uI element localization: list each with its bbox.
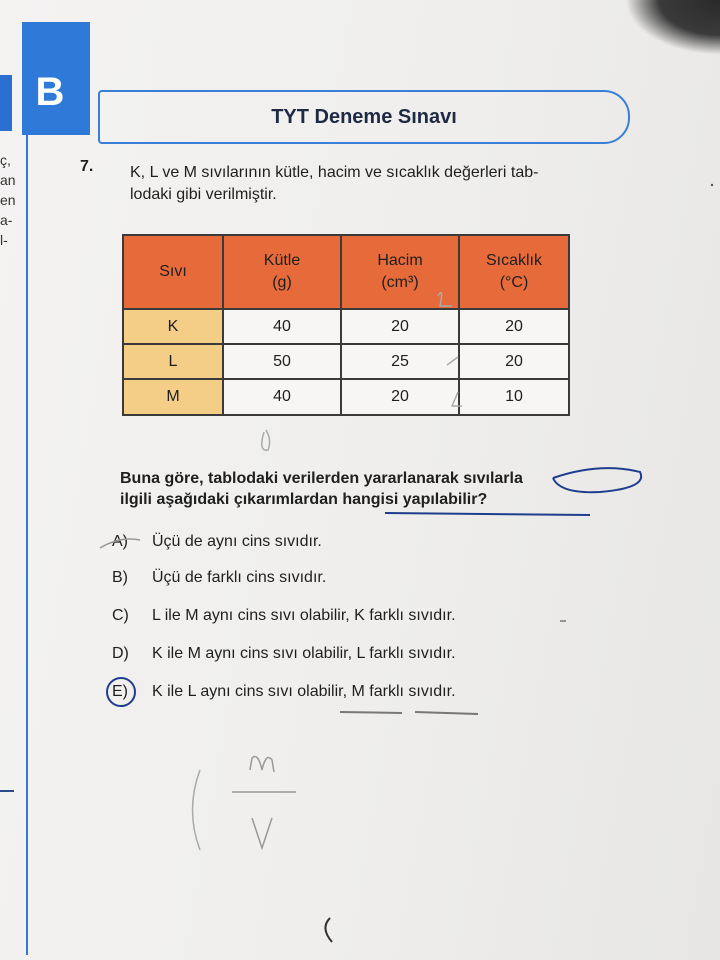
exam-title: TYT Deneme Sınavı [271,106,457,128]
option-letter: C) [112,607,129,624]
edge-fragment: en [0,192,16,208]
pencil-stroke [262,430,270,450]
table-cell: 40 [223,379,341,415]
pencil-stroke [438,293,452,306]
prompt-underline [385,513,590,515]
pencil-stroke [193,770,201,850]
pencil-stroke [100,539,140,548]
table-cell: 20 [341,379,459,415]
option-letter: D) [112,645,129,662]
pencil-underline [415,712,478,714]
table-cell: 50 [223,344,341,379]
pencil-stroke [447,357,458,365]
header-label: Hacim [377,252,423,269]
edge-fragment: an [0,172,16,188]
table-cell: 40 [223,309,341,344]
question-stem-line: lodaki gibi verilmiştir. [130,186,277,203]
table-cell: 20 [459,309,569,344]
pencil-stroke [452,392,462,406]
prompt-line: Buna göre, tablodaki verilerden yararlanarak sıvılarla [120,470,523,487]
option-text: Üçü de aynı cins sıvıdır. [152,533,322,550]
edge-fragment: l- [0,232,8,248]
table-cell: L [123,344,223,379]
question-number: 7. [80,158,94,175]
header-label: Kütle [263,252,301,269]
pencil-underline [340,712,402,713]
table-cell: 10 [459,379,569,415]
answer-circle [107,678,135,706]
table-cell: K [123,309,223,344]
option-letter: E) [112,683,128,700]
table-cell: 20 [341,309,459,344]
option-letter: A) [112,533,128,550]
table-cell: M [123,379,223,415]
stray-mark [325,918,332,942]
option-text: K ile L aynı cins sıvı olabilir, M farklı sıvıdır. [152,683,456,700]
edge-fragment: a- [0,212,13,228]
question-stem-line: K, L ve M sıvılarının kütle, hacim ve sıcaklık değerleri tab- [130,164,539,181]
section-letter: B [35,70,65,114]
table-cell: 25 [341,344,459,379]
header-unit: (cm³) [381,274,419,291]
option-letter: B) [112,569,128,586]
word-circle-mark [553,468,641,492]
option-text: K ile M aynı cins sıvı olabilir, L farklı sıvıdır. [152,645,456,662]
prompt-line: ilgili aşağıdaki çıkarımlardan hangisi yapılabilir? [120,491,488,508]
stray-dot [711,184,713,186]
pencil-stroke [250,757,274,773]
edge-fragment: ç, [0,152,11,168]
header-unit: (g) [272,274,292,291]
header-unit: (°C) [499,274,529,291]
option-text: L ile M aynı cins sıvı olabilir, K farklı sıvıdır. [152,607,456,624]
header-label: Sıvı [159,263,187,280]
header-label: Sıcaklık [485,252,542,269]
pencil-stroke [252,818,272,848]
option-text: Üçü de farklı cins sıvıdır. [152,569,327,586]
table-cell: 20 [459,344,569,379]
